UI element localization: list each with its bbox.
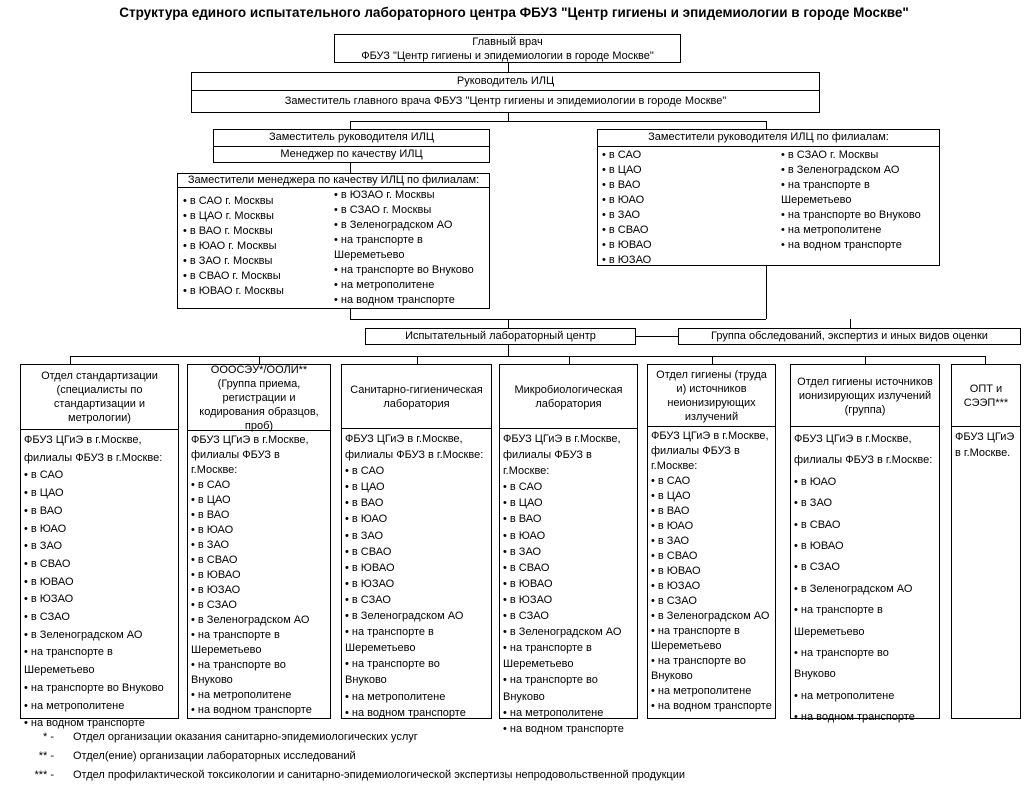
list-item: • на транспорте во: [794, 647, 889, 660]
list-item: Шереметьево: [345, 642, 416, 655]
chief-line2: ФБУЗ "Центр гигиены и эпидемиологии в городе Москве": [361, 50, 654, 62]
list-item: Шереметьево: [651, 640, 722, 652]
list-item: • в ЦАО г. Москвы: [183, 210, 274, 222]
list-item: • в ВАО: [602, 179, 641, 191]
list-item: • в ЗАО: [602, 209, 641, 221]
list-item: • в ЦАО: [24, 487, 64, 500]
department-intro: филиалы ФБУЗ в г.Москве:: [794, 454, 933, 467]
list-item: • на метрополитене: [191, 689, 292, 701]
list-item: • в ЮВАО: [602, 239, 652, 251]
department-intro: филиалы ФБУЗ в г.Москве:: [345, 449, 484, 462]
list-item: • в ЮАО: [602, 194, 645, 206]
list-item: • в ЗАО: [794, 497, 833, 510]
department-intro: ФБУЗ ЦГиЭ в г.Москве,: [345, 433, 463, 445]
department-branches: [500, 428, 637, 735]
list-item: • в САО: [602, 149, 642, 161]
list-item: • в ЮАО: [345, 513, 388, 526]
page-title: Структура единого испытательного лабораторного центра ФБУЗ "Центр гигиены и эпидемиологии в городе Москве": [119, 5, 909, 20]
list-item: • на водном транспорте: [781, 239, 902, 251]
department-intro: филиалы ФБУЗ в: [651, 445, 740, 457]
list-item: • в ВАО г. Москвы: [183, 225, 273, 237]
connector: [70, 356, 71, 364]
list-item: • в ЗАО: [191, 539, 230, 551]
ilc-label: Испытательный лабораторный центр: [405, 330, 596, 342]
list-item: • в СВАО: [794, 518, 841, 531]
list-item: • в ЮВАО: [345, 561, 395, 574]
list-item: Внуково: [794, 668, 836, 681]
list-item: • в САО: [191, 479, 231, 491]
list-item: • на метрополитене: [334, 279, 435, 291]
connector: [766, 121, 767, 129]
connector: [508, 63, 509, 72]
list-item: • в САО: [503, 481, 543, 494]
list-item: Внуково: [191, 674, 233, 686]
footnote-mark: *** -: [34, 769, 54, 781]
list-item: • в СЗАО: [191, 599, 237, 611]
list-item: • на метрополитене: [651, 685, 752, 697]
list-item: • в СВАО: [24, 557, 71, 570]
list-item: • на метрополитене: [503, 706, 604, 719]
department-header: Отдел гигиены (труда и) источников неионизирующих излучений: [656, 368, 767, 423]
list-item: • в ЮАО: [24, 522, 67, 535]
list-item: • в ВАО: [651, 505, 690, 517]
list-item: • в ЗАО: [651, 535, 690, 547]
list-item: • в ЮЗАО: [602, 254, 652, 266]
department-branches: [188, 430, 330, 718]
connector: [712, 356, 713, 364]
department-intro: г.Москве:: [503, 465, 550, 478]
footnote-text: Отдел организации оказания санитарно-эпидемиологических услуг: [73, 731, 418, 743]
list-item: • в СВАО г. Москвы: [183, 270, 281, 282]
list-item: • в СВАО: [602, 224, 649, 236]
list-item: • на транспорте во: [503, 674, 598, 687]
connector: [350, 121, 766, 122]
branch-deputies-box: [597, 129, 940, 266]
list-item: • в САО: [345, 465, 385, 478]
survey-group-label: Группа обследований, экспертиз и иных видов оценки: [711, 330, 988, 342]
list-item: • в СВАО: [191, 554, 238, 566]
department-column: [20, 364, 179, 730]
list-item: • в ЦАО: [345, 481, 385, 494]
qm-deputies-title: Заместители менеджера по качеству ИЛЦ по филиалам:: [178, 174, 489, 188]
list-item: • в СЗАО: [24, 611, 70, 624]
department-column: [187, 364, 331, 719]
connector: [569, 356, 570, 364]
department-column: [341, 364, 492, 719]
list-item: • на транспорте в: [24, 646, 113, 659]
list-item: Шереметьево: [781, 194, 852, 206]
list-item: • в Зеленоградском АО: [503, 626, 622, 639]
list-item: • в ЮЗАО г. Москвы: [334, 189, 435, 201]
footnote-mark: * -: [43, 731, 54, 743]
department-intro: ФБУЗ ЦГиЭ в г.Москве,: [24, 434, 142, 446]
list-item: • на транспорте во: [191, 659, 286, 671]
footnote-mark: ** -: [38, 750, 54, 762]
department-intro: г.Москве:: [651, 460, 698, 472]
list-item: • на водном транспорте: [503, 722, 624, 735]
list-item: • в ЮВАО: [191, 569, 241, 581]
department-intro: ФБУЗ ЦГиЭ в г.Москве,: [503, 433, 621, 445]
deputy-line2: Менеджер по качеству ИЛЦ: [214, 146, 489, 163]
list-item: Внуково: [345, 674, 387, 687]
list-item: • в ЮЗАО: [651, 580, 701, 592]
list-item: • в ЮЗАО: [345, 577, 395, 590]
connector: [636, 336, 678, 337]
list-item: • в ЮАО: [503, 529, 546, 542]
department-header: Отдел стандартизации (специалисты по стандартизации и метрологии): [41, 370, 158, 424]
list-item: • в СВАО: [345, 545, 392, 558]
list-item: • в ЦАО: [651, 490, 691, 502]
department-intro: ФБУЗ ЦГиЭ в г.Москве,: [651, 430, 769, 442]
list-item: • на транспорте во Внуково: [781, 209, 921, 221]
list-item: • в Зеленоградском АО: [345, 610, 464, 623]
list-item: • в САО: [651, 475, 691, 487]
connector: [865, 356, 866, 364]
list-item: • в ЮВАО: [794, 540, 844, 553]
list-item: • в Зеленоградском АО: [24, 628, 143, 641]
department-intro: ФБУЗ ЦГиЭ: [955, 431, 1015, 443]
ilc-head-box: [191, 72, 820, 113]
list-item: • в ЮВАО г. Москвы: [183, 285, 284, 297]
list-item: • на водном транспорте: [345, 706, 466, 719]
department-column: [790, 364, 940, 724]
list-item: • в СЗАО г. Москвы: [334, 204, 432, 216]
list-item: • в СВАО: [503, 561, 550, 574]
department-branches: [648, 426, 775, 718]
list-item: • на транспорте во Внуково: [24, 681, 164, 694]
list-item: • в ЮВАО: [503, 577, 553, 590]
list-item: • на метрополитене: [794, 689, 895, 702]
qm-deputies-box: [177, 173, 490, 309]
footnote-text: Отдел профилактической токсикологии и санитарно-эпидемиологической экспертизы непродовольственной продукции: [73, 769, 685, 781]
connector: [70, 356, 985, 357]
list-item: • на транспорте в: [651, 625, 740, 637]
list-item: • на метрополитене: [781, 224, 882, 236]
department-branches: [952, 426, 1020, 718]
department-header: ОООСЭУ*/ООЛИ** (Группа приема, регистрации и кодирования образцов, проб): [199, 363, 319, 432]
connector: [350, 319, 766, 320]
list-item: • в САО: [24, 469, 64, 482]
department-branches: [791, 426, 939, 724]
list-item: • на транспорте в: [503, 642, 592, 655]
list-item: • в ЮАО: [794, 475, 837, 488]
qm-deputies-right-list: [334, 188, 474, 308]
department-column: [647, 364, 776, 719]
list-item: • на метрополитене: [24, 699, 125, 712]
list-item: • на метрополитене: [345, 690, 446, 703]
list-item: • в ЦАО: [602, 164, 642, 176]
list-item: • на водном транспорте: [794, 711, 915, 724]
list-item: • на транспорте в: [334, 234, 423, 246]
list-item: • в СВАО: [651, 550, 698, 562]
list-item: • на водном транспорте: [191, 704, 312, 716]
list-item: • в СЗАО г. Москвы: [781, 149, 879, 161]
list-item: • в ЗАО г. Москвы: [183, 255, 273, 267]
department-header: Микробиологическая лаборатория: [514, 383, 623, 410]
chief-physician-box: [334, 34, 681, 63]
list-item: • в ЮАО: [651, 520, 694, 532]
list-item: • в ВАО: [191, 509, 230, 521]
list-item: • в СЗАО: [503, 610, 549, 623]
connector: [766, 266, 767, 319]
department-branches: [21, 429, 178, 730]
ilc-box: [365, 328, 636, 345]
footnote-text: Отдел(ение) организации лабораторных исследований: [73, 750, 356, 762]
deputy-head-box: [213, 129, 490, 163]
connector: [350, 309, 351, 319]
list-item: • в ЮЗАО: [191, 584, 241, 596]
list-item: • в Зеленоградском АО: [191, 614, 310, 626]
list-item: • в ВАО: [345, 497, 384, 510]
list-item: • в СЗАО: [651, 595, 697, 607]
department-intro: г.Москве:: [191, 464, 238, 476]
list-item: • на транспорте в: [781, 179, 870, 191]
list-item: • в Зеленоградском АО: [794, 582, 913, 595]
list-item: Шереметьево: [794, 625, 865, 638]
chief-line1: Главный врач: [472, 36, 543, 48]
department-column: [951, 364, 1021, 719]
branch-deputies-right-list: [781, 148, 921, 253]
qm-deputies-left-list: [183, 194, 284, 299]
connector: [508, 319, 509, 328]
list-item: • в Зеленоградском АО: [781, 164, 900, 176]
branch-deputies-left-list: [602, 148, 652, 268]
list-item: • на транспорте в: [191, 629, 280, 641]
list-item: • в ЗАО: [345, 529, 384, 542]
list-item: Шереметьево: [191, 644, 262, 656]
deputy-line1: Заместитель руководителя ИЛЦ: [268, 131, 435, 143]
department-intro: ФБУЗ ЦГиЭ в г.Москве,: [191, 434, 309, 446]
list-item: • в ЮВАО: [651, 565, 701, 577]
list-item: • на водном транспорте: [24, 717, 145, 730]
list-item: • в ЦАО: [503, 497, 543, 510]
connector: [350, 121, 351, 129]
list-item: • в ВАО: [503, 513, 542, 526]
ilc-head-line2: Заместитель главного врача ФБУЗ "Центр гигиены и эпидемиологии в городе Москве": [192, 90, 819, 113]
list-item: • в Зеленоградском АО: [651, 610, 770, 622]
list-item: • в ЮАО: [191, 524, 234, 536]
list-item: • на транспорте в: [345, 626, 434, 639]
department-branches: [342, 428, 491, 718]
connector: [508, 345, 509, 356]
list-item: • в СЗАО: [345, 593, 391, 606]
branch-deputies-title: Заместители руководителя ИЛЦ по филиалам:: [598, 130, 939, 147]
list-item: • в ЮЗАО: [503, 593, 553, 606]
list-item: • в ЦАО: [191, 494, 231, 506]
list-item: • на транспорте во: [345, 658, 440, 671]
department-intro: филиалы ФБУЗ в: [191, 449, 280, 461]
list-item: • в САО г. Москвы: [183, 195, 274, 207]
list-item: • в СЗАО: [794, 561, 840, 574]
list-item: • в Зеленоградском АО: [334, 219, 453, 231]
list-item: Шереметьево: [503, 658, 574, 671]
list-item: • в ЗАО: [503, 545, 542, 558]
department-header: Отдел гигиены источников ионизирующих излучений (группа): [797, 375, 933, 416]
connector: [508, 113, 509, 121]
list-item: Внуково: [651, 670, 693, 682]
department-intro: ФБУЗ ЦГиЭ в г.Москве,: [794, 433, 912, 445]
list-item: • на транспорте в: [794, 604, 883, 617]
ilc-head-line1: Руководитель ИЛЦ: [456, 75, 555, 87]
list-item: • в ЮАО г. Москвы: [183, 240, 277, 252]
list-item: • на транспорте во Внуково: [334, 264, 474, 276]
connector: [985, 356, 986, 364]
list-item: Шереметьево: [24, 664, 95, 677]
department-intro: в г.Москве.: [955, 447, 1011, 460]
list-item: Внуково: [503, 690, 545, 703]
connector: [417, 356, 418, 364]
list-item: • в ЮЗАО: [24, 593, 74, 606]
department-header: ОПТ и СЭЭП***: [963, 382, 1009, 409]
department-intro: филиалы ФБУЗ в г.Москве:: [24, 451, 163, 464]
list-item: • в ЮВАО: [24, 575, 74, 588]
list-item: Шереметьево: [334, 249, 405, 261]
list-item: • на водном транспорте: [334, 294, 455, 306]
department-column: [499, 364, 638, 735]
list-item: • на водном транспорте: [651, 700, 772, 712]
list-item: • в ЗАО: [24, 540, 63, 553]
survey-group-box: [678, 328, 1021, 345]
department-header: Санитарно-гигиеническая лаборатория: [350, 383, 483, 410]
list-item: • в ВАО: [24, 504, 63, 517]
connector: [350, 163, 351, 173]
list-item: • на транспорте во: [651, 655, 746, 667]
connector: [850, 319, 851, 328]
department-intro: филиалы ФБУЗ в: [503, 449, 592, 462]
